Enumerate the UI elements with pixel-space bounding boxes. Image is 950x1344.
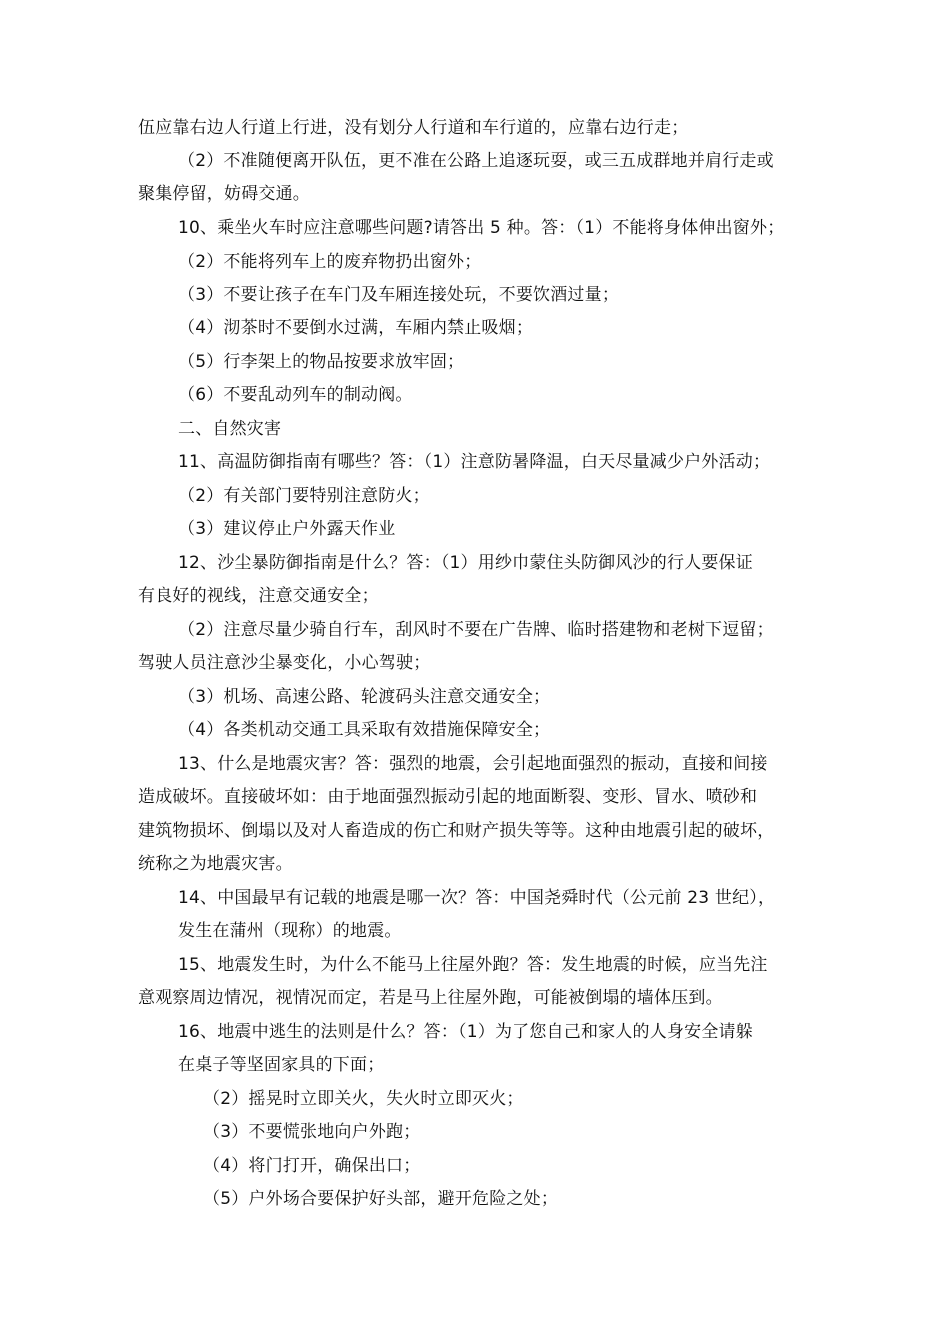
text-line: （3）不要让孩子在车门及车厢连接处玩，不要饮酒过量； [178,285,620,305]
text-line: 意观察周边情况，视情况而定，若是马上往屋外跑，可能被倒塌的墙体压到。 [138,988,723,1008]
text-line: 12、沙尘暴防御指南是什么？答：（1）用纱巾蒙住头防御风沙的行人要保证 [178,553,753,573]
text-line: （3）建议停止户外露天作业 [178,519,396,539]
text-line: 13、什么是地震灾害？答：强烈的地震，会引起地面强烈的振动，直接和间接 [178,754,768,774]
text-line: （2）不准随便离开队伍，更不准在公路上追逐玩耍，或三五成群地并肩行走或 [178,151,774,171]
text-line: 驾驶人员注意沙尘暴变化，小心驾驶； [138,653,431,673]
text-line: （4）各类机动交通工具采取有效措施保障安全； [178,720,551,740]
text-line: （2）不能将列车上的废弃物扔出窗外； [178,252,482,272]
text-line: 造成破坏。直接破坏如：由于地面强烈振动引起的地面断裂、变形、冒水、喷砂和 [138,787,758,807]
text-line: （3）机场、高速公路、轮渡码头注意交通安全； [178,687,551,707]
text-line: （2）有关部门要特别注意防火； [178,486,430,506]
text-line: （3）不要慌张地向户外跑； [203,1122,421,1142]
text-line: 15、地震发生时，为什么不能马上往屋外跑？答：发生地震的时候，应当先注 [178,955,768,975]
text-line: （5）行李架上的物品按要求放牢固； [178,352,465,372]
text-line: （4）沏茶时不要倒水过满，车厢内禁止吸烟； [178,318,534,338]
text-line: 在桌子等坚固家具的下面； [178,1055,385,1075]
text-line: （2）注意尽量少骑自行车，刮风时不要在广告牌、临时搭建物和老树下逗留； [178,620,774,640]
text-line: 伍应靠右边人行道上行进，没有划分人行道和车行道的，应靠右边行走； [138,118,689,138]
text-line: 发生在蒲州（现称）的地震。 [178,921,402,941]
text-line: 建筑物损坏、倒塌以及对人畜造成的伤亡和财产损失等等。这种由地震引起的破坏， [138,821,775,841]
text-line: （2）摇晃时立即关火，失火时立即灭火； [203,1089,524,1109]
text-line: （4）将门打开，确保出口； [203,1156,421,1176]
text-line: 16、地震中逃生的法则是什么？答：（1）为了您自己和家人的人身安全请躲 [178,1022,753,1042]
text-line: （6）不要乱动列车的制动阀。 [178,385,413,405]
section-heading: 二、自然灾害 [178,419,282,439]
text-line: 有良好的视线，注意交通安全； [138,586,379,606]
text-line: 14、中国最早有记载的地震是哪一次？答：中国尧舜时代（公元前 23 世纪）， [178,888,776,908]
text-line: （5）户外场合要保护好头部，避开危险之处； [203,1189,559,1209]
text-line: 统称之为地震灾害。 [138,854,293,874]
text-line: 聚集停留，妨碍交通。 [138,184,310,204]
text-line: 10、乘坐火车时应注意哪些问题?请答出 5 种。答：（1）不能将身体伸出窗外； [178,218,785,238]
text-line: 11、高温防御指南有哪些？答：（1）注意防暑降温，白天尽量减少户外活动； [178,452,771,472]
